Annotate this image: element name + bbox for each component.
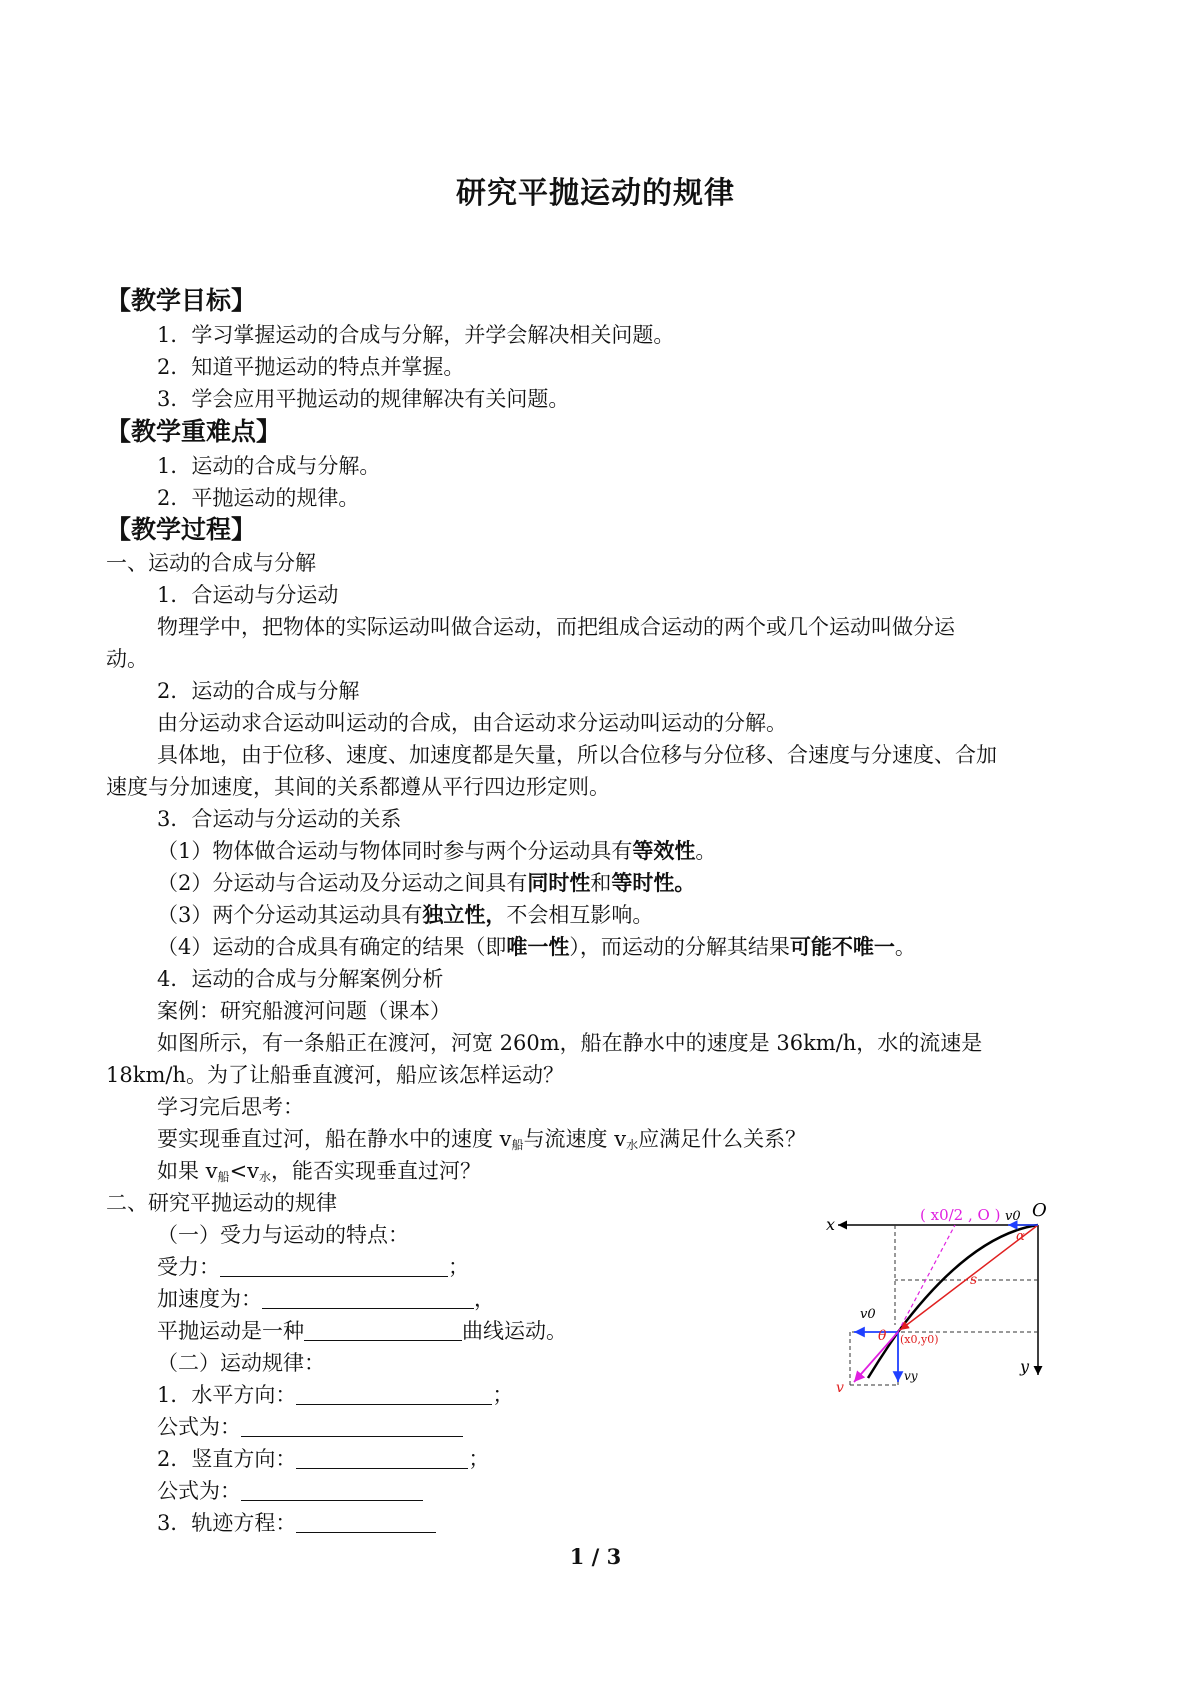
label-point: (x0,y0) (900, 1333, 939, 1346)
fill-line-trajectory: 3．轨迹方程： (157, 1508, 436, 1538)
blank-formula1[interactable] (241, 1414, 463, 1437)
subsection-title: 1．合运动与分运动 (157, 583, 339, 607)
key-point-item: 2．平抛运动的规律。 (157, 486, 360, 510)
label-y: y (1020, 1357, 1030, 1376)
subsection-title: 2．运动的合成与分解 (157, 679, 360, 703)
label-v: v (836, 1380, 844, 1395)
relation-item: （3）两个分运动其运动具有独立性，不会相互影响。 (157, 902, 654, 927)
subsection-title: 4．运动的合成与分解案例分析 (157, 967, 444, 991)
label-alpha: α (1016, 1229, 1025, 1244)
relation-item: （4）运动的合成具有确定的结果（即唯一性），而运动的分解其结果可能不唯一。 (157, 934, 916, 959)
question: 如果 $v_船<v_水$，能否实现垂直过河？ (157, 1159, 482, 1184)
goal-item: 3．学会应用平抛运动的规律解决有关问题。 (157, 387, 570, 411)
fill-line-vertical: 2．竖直方向： ； (157, 1447, 490, 1471)
part2-title: 二、研究平抛运动的规律 (106, 1191, 337, 1215)
label-half: ( x0/2 , O ) (920, 1206, 1001, 1224)
fill-line-formula2: 公式为： (157, 1476, 423, 1506)
blank-formula2[interactable] (241, 1478, 423, 1501)
paragraph: 速度与分加速度，其间的关系都遵从平行四边形定则。 (106, 775, 610, 799)
key-point-item: 1．运动的合成与分解。 (157, 454, 381, 478)
blank-trajectory[interactable] (296, 1510, 436, 1533)
goals-heading: 【教学目标】 (106, 286, 257, 315)
paragraph: 动。 (106, 647, 148, 671)
blank-vertical[interactable] (296, 1446, 468, 1469)
question: 要实现垂直过河，船在静水中的速度 $v_船$与流速度 $v_水$应满足什么关系？ (157, 1127, 807, 1152)
paragraph: 物理学中，把物体的实际运动叫做合运动，而把组成合运动的两个或几个运动叫做分运 (157, 615, 955, 639)
trajectory-curve (868, 1225, 1038, 1378)
subsection-title: （一）受力与运动的特点： (157, 1223, 409, 1247)
fill-line-formula1: 公式为： (157, 1412, 463, 1442)
relation-item: （2）分运动与合运动及分运动之间具有同时性和等时性。 (157, 870, 696, 895)
fill-line-accel: 加速度为： ， (157, 1287, 495, 1311)
blank-horizontal[interactable] (296, 1382, 492, 1405)
goal-item: 2．知道平抛运动的特点并掌握。 (157, 355, 465, 379)
key-points-heading: 【教学重难点】 (106, 417, 282, 446)
fill-line-curve: 平抛运动是一种 曲线运动。 (157, 1319, 567, 1343)
process-heading: 【教学过程】 (106, 515, 257, 544)
page-number: 1 / 3 (569, 1544, 622, 1569)
blank-force[interactable] (220, 1254, 448, 1277)
paragraph: 18km/h。为了让船垂直渡河，船应该怎样运动？ (106, 1063, 564, 1087)
projectile-diagram (820, 1190, 1050, 1395)
subsection-title: （二）运动规律： (157, 1351, 325, 1375)
label-v0-top: v0 (1005, 1209, 1021, 1224)
label-x: x (826, 1215, 836, 1234)
fill-line-horizontal: 1．水平方向： ； (157, 1383, 514, 1407)
paragraph: 具体地，由于位移、速度、加速度都是矢量，所以合位移与分位移、合速度与分速度、合加 (157, 743, 997, 767)
label-theta: θ (878, 1328, 887, 1344)
label-s: s (970, 1272, 978, 1288)
label-O: O (1032, 1200, 1047, 1221)
case-title: 案例：研究船渡河问题（课本） (157, 999, 451, 1023)
subsection-title: 3．合运动与分运动的关系 (157, 807, 402, 831)
page-title: 研究平抛运动的规律 (456, 176, 735, 211)
v-arrow (854, 1332, 898, 1382)
blank-accel[interactable] (262, 1286, 474, 1309)
paragraph: 如图所示，有一条船正在渡河，河宽 260m，船在静水中的速度是 36km/h，水的流速是 (157, 1031, 983, 1055)
goal-item: 1．学习掌握运动的合成与分解，并学会解决相关问题。 (157, 323, 675, 347)
label-vy: vy (904, 1369, 918, 1383)
relation-item: （1）物体做合运动与物体同时参与两个分运动具有等效性。 (157, 838, 717, 863)
blank-curve[interactable] (304, 1318, 462, 1341)
paragraph: 由分运动求合运动叫运动的合成，由合运动求分运动叫运动的分解。 (157, 711, 787, 735)
fill-line-force: 受力： ； (157, 1255, 469, 1279)
think-title: 学习完后思考： (157, 1095, 304, 1119)
label-v0-left: v0 (860, 1307, 876, 1322)
part1-title: 一、运动的合成与分解 (106, 551, 316, 575)
